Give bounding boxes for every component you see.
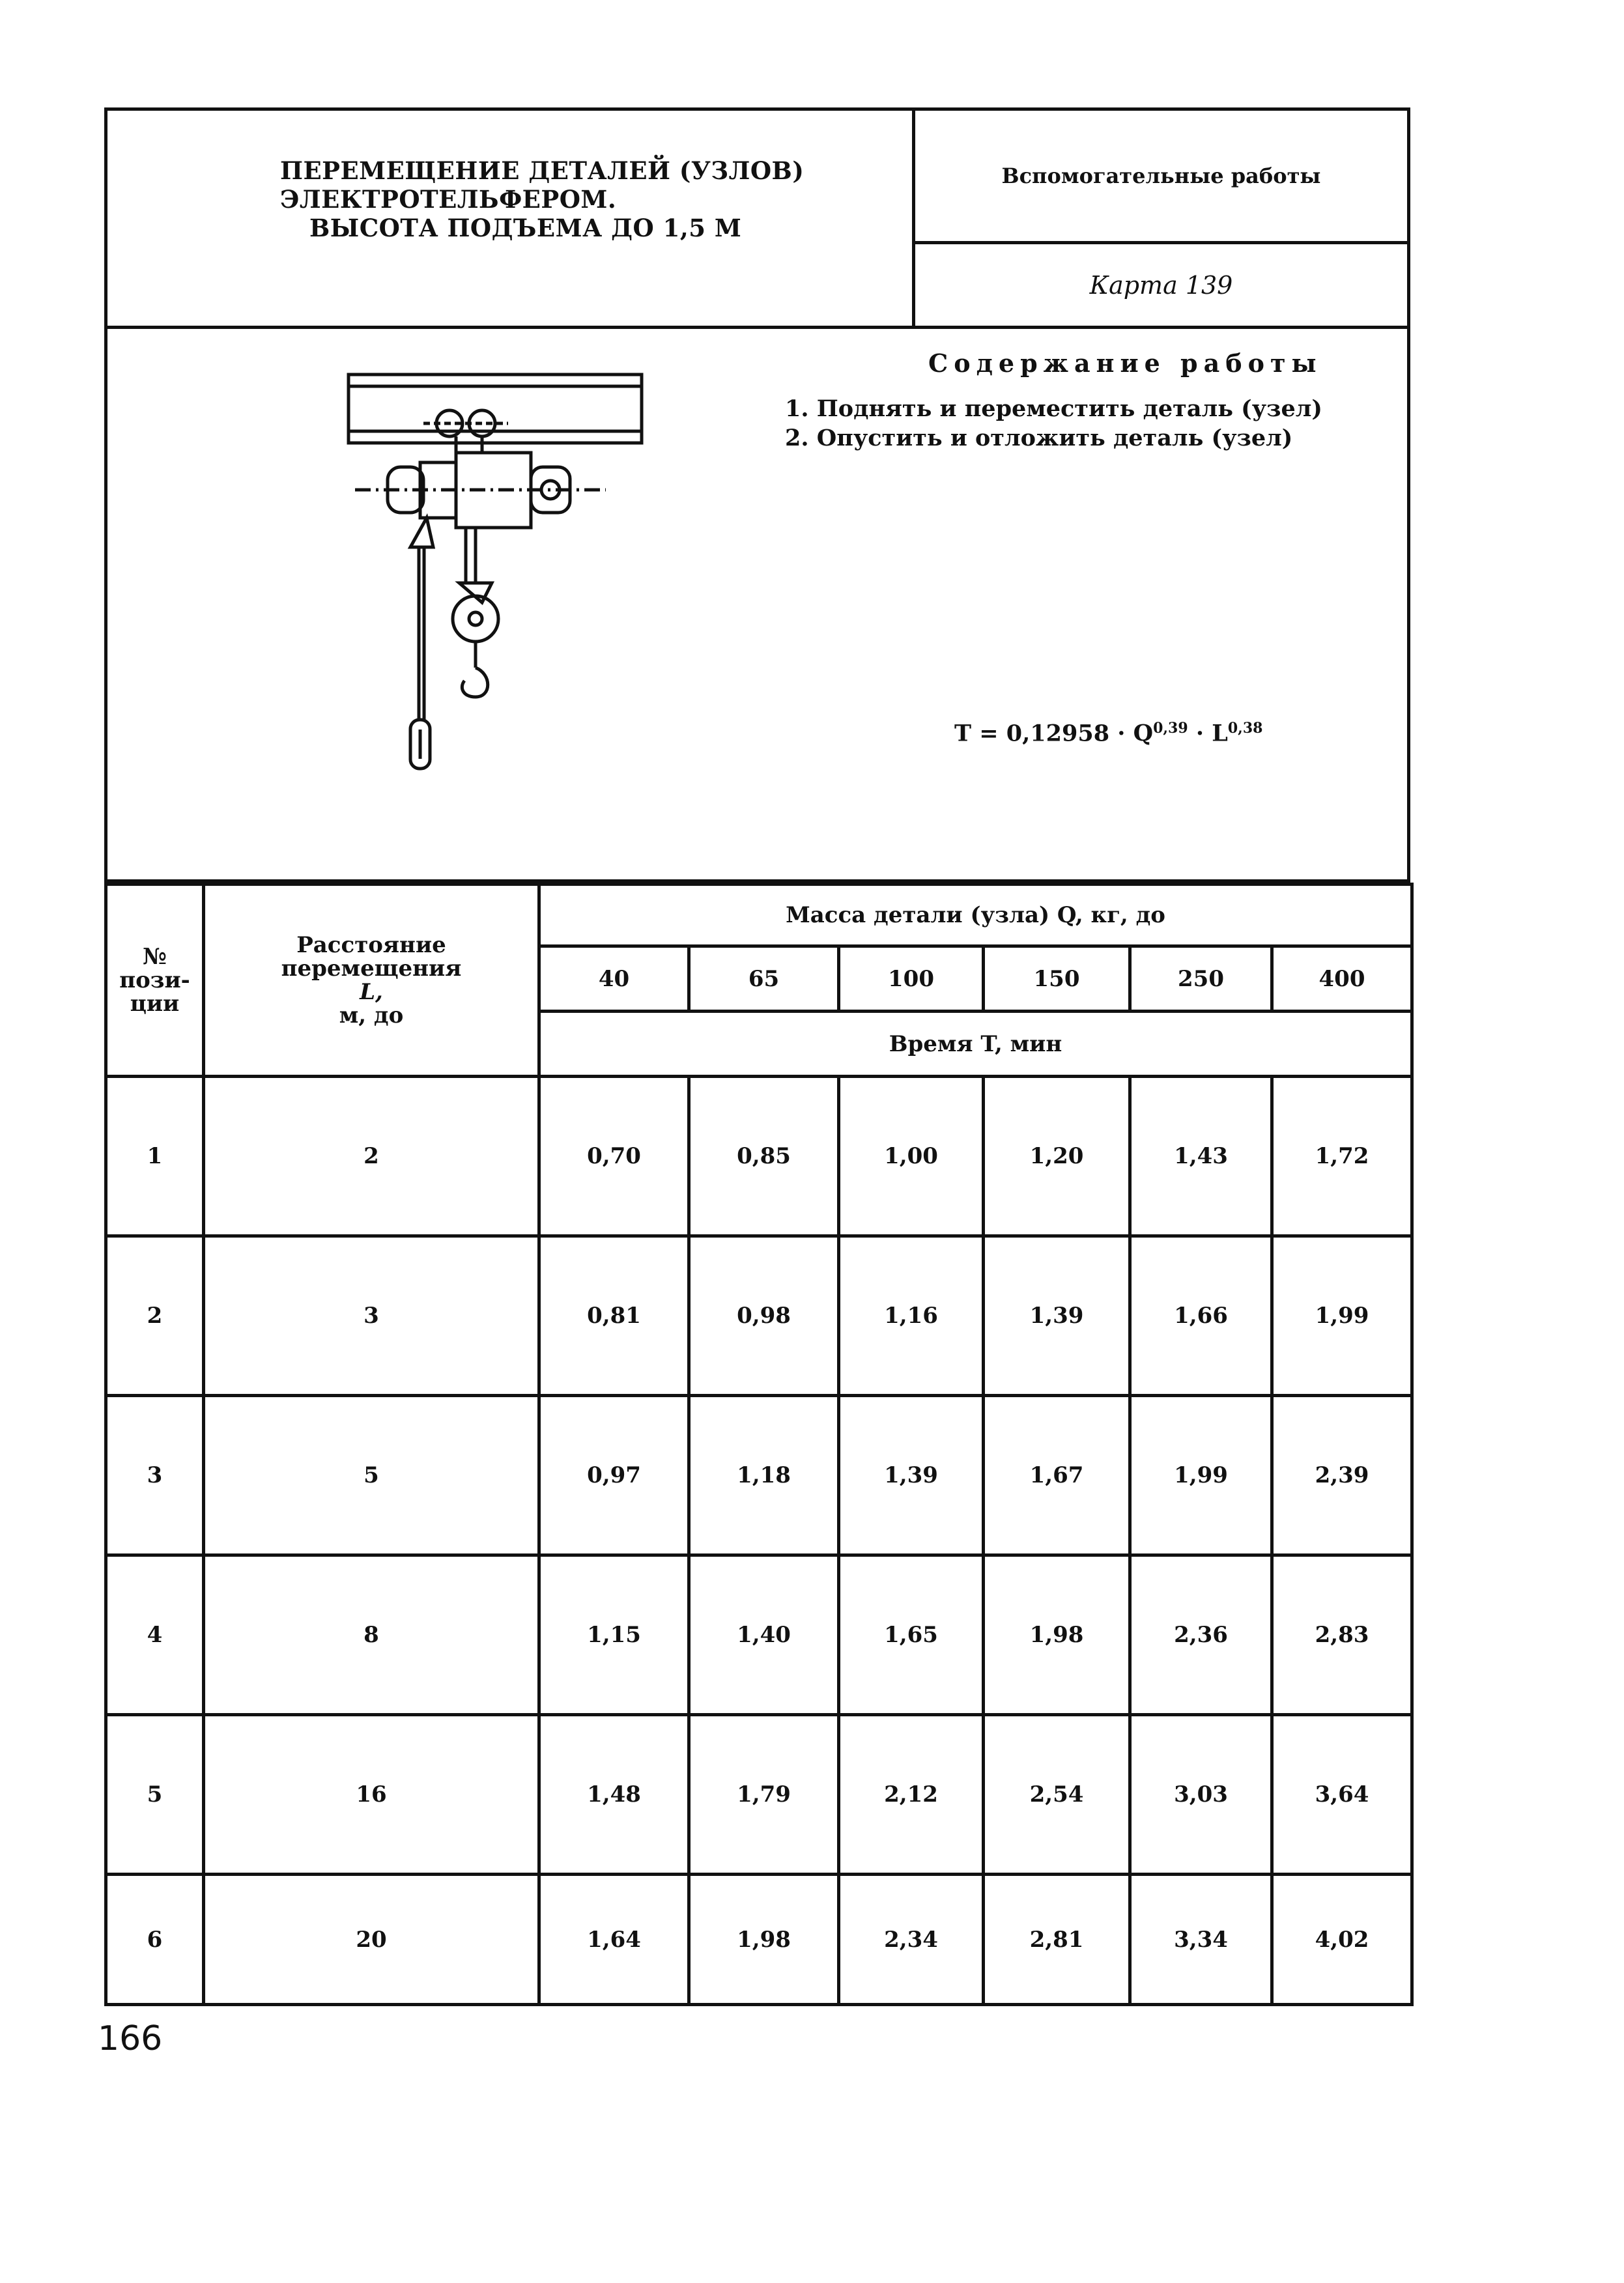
position-cell: 3 xyxy=(106,1396,204,1555)
time-cell: 1,64 xyxy=(539,1875,689,2005)
time-cell: 1,99 xyxy=(1130,1396,1272,1555)
position-cell: 4 xyxy=(106,1555,204,1715)
time-cell: 1,15 xyxy=(539,1555,689,1715)
time-cell: 1,72 xyxy=(1272,1077,1412,1236)
time-cell: 1,79 xyxy=(689,1715,839,1875)
time-cell: 3,64 xyxy=(1272,1715,1412,1875)
time-cell: 1,98 xyxy=(984,1555,1130,1715)
time-cell: 1,18 xyxy=(689,1396,839,1555)
distance-label-3: L, xyxy=(360,979,383,1005)
formula-exponent-q: 0,39 xyxy=(1153,720,1188,737)
time-cell: 2,39 xyxy=(1272,1396,1412,1555)
mass-col-150: 150 xyxy=(984,946,1130,1012)
formula-exponent-l: 0,38 xyxy=(1227,720,1263,737)
time-cell: 1,16 xyxy=(839,1236,984,1396)
time-cell: 3,03 xyxy=(1130,1715,1272,1875)
time-cell: 1,98 xyxy=(689,1875,839,2005)
time-cell: 1,67 xyxy=(984,1396,1130,1555)
time-cell: 1,39 xyxy=(984,1236,1130,1396)
time-cell: 1,40 xyxy=(689,1555,839,1715)
table-row xyxy=(106,1715,1412,1875)
position-cell: 2 xyxy=(106,1236,204,1396)
distance-cell: 20 xyxy=(204,1875,539,2005)
mass-col-400: 400 xyxy=(1272,946,1412,1012)
time-cell: 2,83 xyxy=(1272,1555,1412,1715)
time-cell: 2,34 xyxy=(839,1875,984,2005)
table-row xyxy=(106,1396,1412,1555)
table-row xyxy=(106,1555,1412,1715)
title-line-1: ПЕРЕМЕЩЕНИЕ ДЕТАЛЕЙ (УЗЛОВ) xyxy=(280,156,805,185)
time-norm-table xyxy=(104,883,1414,2006)
mass-header: Масса детали (узла) Q, кг, до xyxy=(539,885,1412,946)
position-cell: 1 xyxy=(106,1077,204,1236)
time-cell: 1,65 xyxy=(839,1555,984,1715)
col-distance-header xyxy=(204,885,539,1077)
page-number: 166 xyxy=(98,2019,163,2058)
time-cell: 0,81 xyxy=(539,1236,689,1396)
distance-cell: 16 xyxy=(204,1715,539,1875)
mass-col-100: 100 xyxy=(839,946,984,1012)
mass-col-40: 40 xyxy=(539,946,689,1012)
title-line-3: ВЫСОТА ПОДЪЕМА ДО 1,5 М xyxy=(309,214,742,242)
position-cell: 6 xyxy=(106,1875,204,2005)
time-cell: 2,81 xyxy=(984,1875,1130,2005)
work-step-1: 1. Поднять и переместить деталь (узел) xyxy=(785,395,1322,422)
time-cell: 1,99 xyxy=(1272,1236,1412,1396)
time-cell: 1,48 xyxy=(539,1715,689,1875)
distance-cell: 8 xyxy=(204,1555,539,1715)
col-position-header: № пози- ции xyxy=(106,885,204,1077)
distance-label-2: перемещения xyxy=(281,956,462,982)
card-meta-block xyxy=(915,111,1407,326)
formula-base: T = 0,12958 · Q xyxy=(954,720,1154,747)
time-cell: 1,43 xyxy=(1130,1077,1272,1236)
mass-col-65: 65 xyxy=(689,946,839,1012)
time-cell: 1,66 xyxy=(1130,1236,1272,1396)
card-header xyxy=(104,107,1410,326)
work-content-title: Содержание работы xyxy=(928,348,1322,378)
time-cell: 0,85 xyxy=(689,1077,839,1236)
time-cell: 2,36 xyxy=(1130,1555,1272,1715)
work-step-2: 2. Опустить и отложить деталь (узел) xyxy=(785,425,1293,451)
time-cell: 2,54 xyxy=(984,1715,1130,1875)
time-cell: 0,70 xyxy=(539,1077,689,1236)
time-cell: 4,02 xyxy=(1272,1875,1412,2005)
time-cell: 0,98 xyxy=(689,1236,839,1396)
time-header: Время T, мин xyxy=(539,1012,1412,1077)
time-cell: 3,34 xyxy=(1130,1875,1272,2005)
table-row xyxy=(106,1077,1412,1236)
distance-label-4: м, до xyxy=(339,1002,404,1028)
time-cell: 2,12 xyxy=(839,1715,984,1875)
electric-hoist-drawing xyxy=(342,368,648,785)
distance-cell: 5 xyxy=(204,1396,539,1555)
card-number: Карта 139 xyxy=(1089,270,1233,300)
card-frame xyxy=(104,107,1410,2006)
work-content-section xyxy=(104,326,1410,883)
distance-label-1: Расстояние xyxy=(296,932,446,958)
formula-mid: · L xyxy=(1188,720,1228,747)
card-title-block xyxy=(107,111,915,326)
work-category: Вспомогательные работы xyxy=(915,111,1407,244)
table-row xyxy=(106,1875,1412,2005)
position-cell: 5 xyxy=(106,1715,204,1875)
title-line-2: ЭЛЕКТРОТЕЛЬФЕРОМ. xyxy=(280,185,617,214)
time-formula xyxy=(954,720,1262,747)
mass-col-250: 250 xyxy=(1130,946,1272,1012)
time-cell: 1,20 xyxy=(984,1077,1130,1236)
distance-cell: 3 xyxy=(204,1236,539,1396)
work-steps xyxy=(785,394,1322,453)
time-cell: 1,39 xyxy=(839,1396,984,1555)
distance-cell: 2 xyxy=(204,1077,539,1236)
time-cell: 0,97 xyxy=(539,1396,689,1555)
time-cell: 1,00 xyxy=(839,1077,984,1236)
table-row xyxy=(106,1236,1412,1396)
